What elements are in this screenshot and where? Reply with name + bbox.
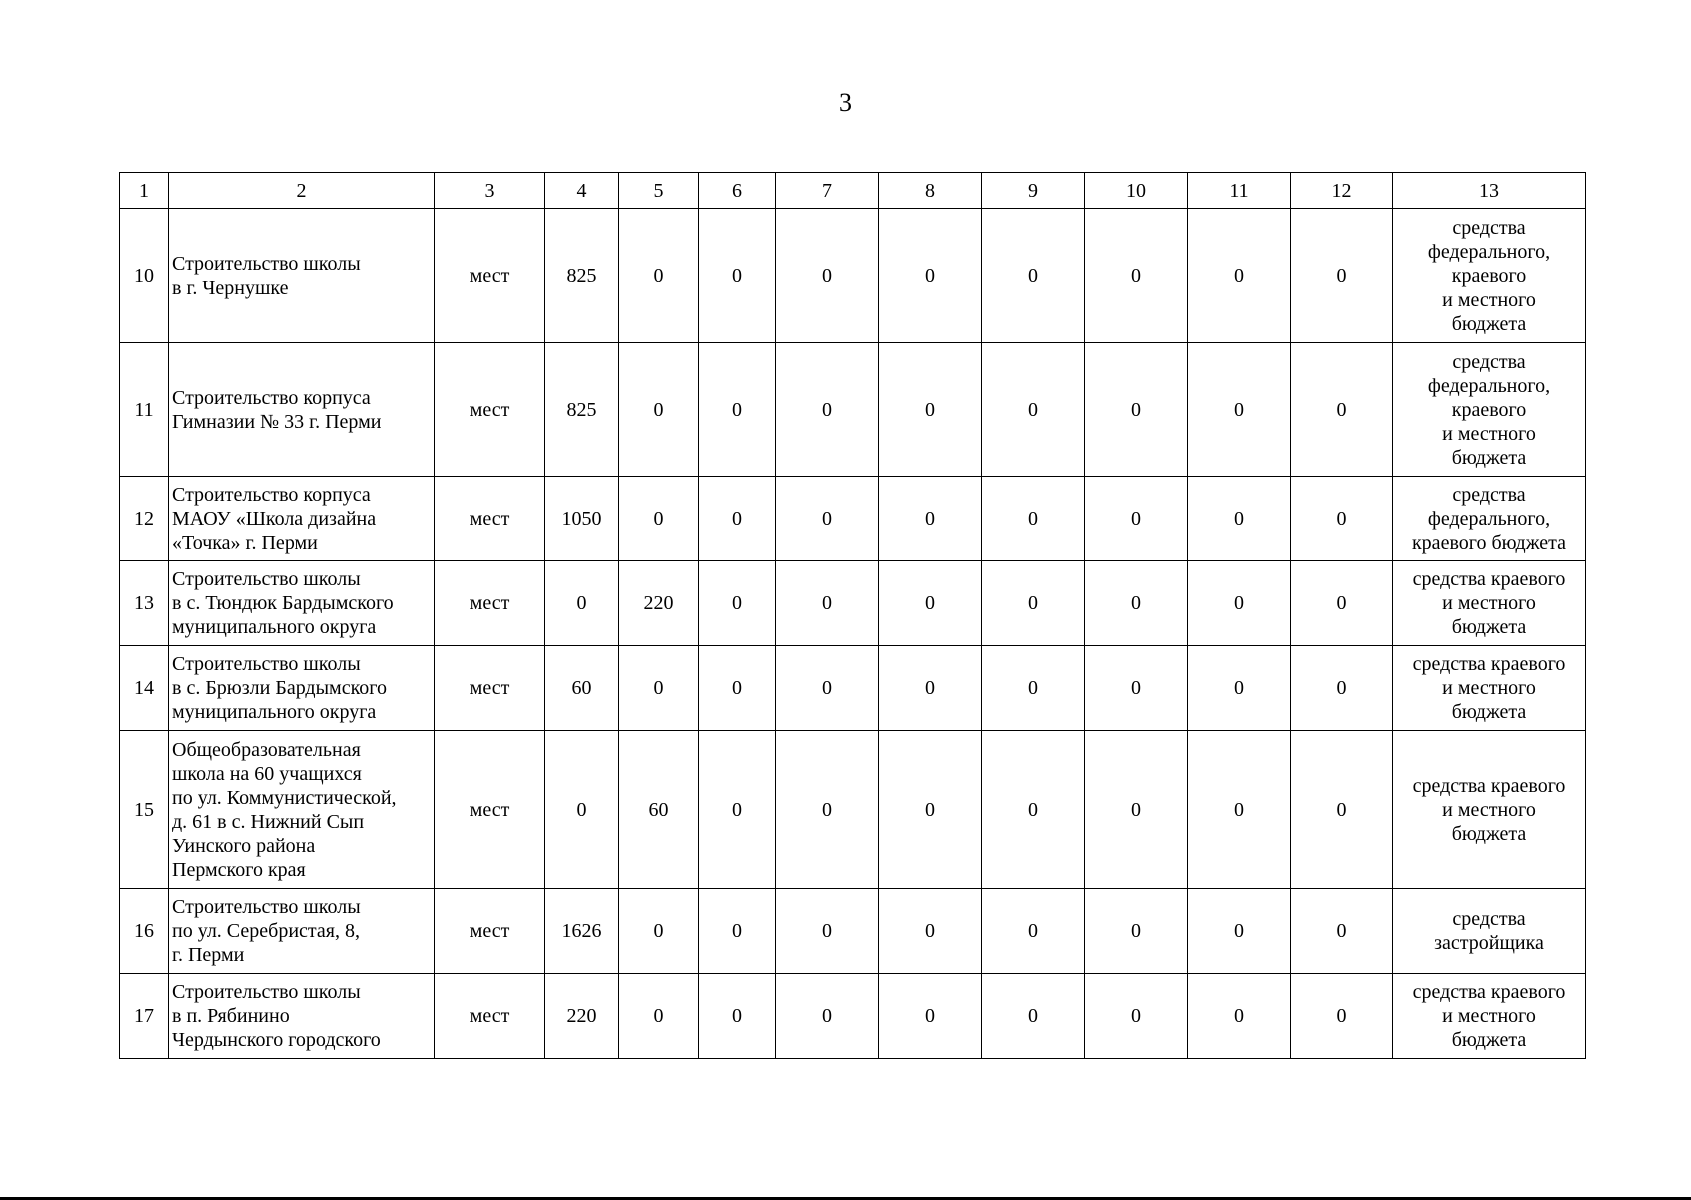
- row-number-cell: 10: [120, 209, 169, 343]
- value-cell: 0: [619, 974, 699, 1059]
- funding-source-cell: средства краевого и местного бюджета: [1393, 731, 1586, 889]
- funding-source-cell: средства застройщика: [1393, 889, 1586, 974]
- value-cell: 0: [1291, 646, 1393, 731]
- value-cell: 0: [776, 889, 879, 974]
- value-cell: 0: [1291, 343, 1393, 477]
- value-cell: 0: [699, 646, 776, 731]
- value-cell: 0: [879, 646, 982, 731]
- value-cell: 0: [699, 561, 776, 646]
- header-cell: 12: [1291, 173, 1393, 209]
- value-cell: 0: [699, 889, 776, 974]
- unit-cell: мест: [435, 561, 545, 646]
- value-cell: 0: [982, 477, 1085, 561]
- data-table: [119, 172, 1586, 1059]
- unit-cell: мест: [435, 343, 545, 477]
- value-cell: 0: [982, 209, 1085, 343]
- funding-source-cell: средства краевого и местного бюджета: [1393, 561, 1586, 646]
- object-name-cell: Строительство школы в г. Чернушке: [169, 209, 435, 343]
- table-row: [120, 646, 1586, 731]
- value-cell: 60: [619, 731, 699, 889]
- value-cell: 0: [776, 561, 879, 646]
- value-cell: 825: [545, 343, 619, 477]
- table-row: [120, 731, 1586, 889]
- value-cell: 0: [1188, 561, 1291, 646]
- value-cell: 0: [619, 646, 699, 731]
- row-number-cell: 11: [120, 343, 169, 477]
- header-cell: 2: [169, 173, 435, 209]
- value-cell: 0: [1085, 731, 1188, 889]
- object-name-cell: Строительство школы в с. Брюзли Бардымского муниципального округа: [169, 646, 435, 731]
- header-cell: 6: [699, 173, 776, 209]
- funding-source-cell: средства федерального, краевого и местного бюджета: [1393, 209, 1586, 343]
- value-cell: 0: [879, 974, 982, 1059]
- value-cell: 1626: [545, 889, 619, 974]
- object-name-cell: Строительство корпуса МАОУ «Школа дизайна «Точка» г. Перми: [169, 477, 435, 561]
- value-cell: 0: [545, 731, 619, 889]
- header-cell: 11: [1188, 173, 1291, 209]
- value-cell: 0: [1188, 731, 1291, 889]
- header-cell: 4: [545, 173, 619, 209]
- value-cell: 0: [619, 889, 699, 974]
- value-cell: 0: [1085, 209, 1188, 343]
- row-number-cell: 15: [120, 731, 169, 889]
- header-cell: 1: [120, 173, 169, 209]
- value-cell: 0: [776, 477, 879, 561]
- object-name-cell: Строительство школы по ул. Серебристая, 8, г. Перми: [169, 889, 435, 974]
- value-cell: 0: [982, 561, 1085, 646]
- row-number-cell: 12: [120, 477, 169, 561]
- value-cell: 0: [879, 561, 982, 646]
- value-cell: 0: [1291, 477, 1393, 561]
- page-number: 3: [839, 88, 852, 117]
- value-cell: 0: [545, 561, 619, 646]
- value-cell: 0: [982, 343, 1085, 477]
- table-row: [120, 477, 1586, 561]
- value-cell: 0: [879, 889, 982, 974]
- value-cell: 60: [545, 646, 619, 731]
- value-cell: 0: [982, 731, 1085, 889]
- value-cell: 0: [1291, 561, 1393, 646]
- value-cell: 0: [982, 889, 1085, 974]
- value-cell: 0: [1188, 646, 1291, 731]
- table-row: [120, 889, 1586, 974]
- row-number-cell: 13: [120, 561, 169, 646]
- value-cell: 0: [982, 646, 1085, 731]
- value-cell: 0: [776, 974, 879, 1059]
- object-name-cell: Строительство корпуса Гимназии № 33 г. Перми: [169, 343, 435, 477]
- value-cell: 0: [1085, 477, 1188, 561]
- table-body: [120, 173, 1586, 1059]
- value-cell: 0: [1291, 974, 1393, 1059]
- value-cell: 0: [1085, 646, 1188, 731]
- value-cell: 0: [776, 731, 879, 889]
- value-cell: 0: [879, 209, 982, 343]
- value-cell: 0: [1085, 974, 1188, 1059]
- value-cell: 0: [1188, 209, 1291, 343]
- value-cell: 0: [619, 477, 699, 561]
- header-cell: 7: [776, 173, 879, 209]
- unit-cell: мест: [435, 209, 545, 343]
- value-cell: 0: [982, 974, 1085, 1059]
- value-cell: 0: [879, 343, 982, 477]
- unit-cell: мест: [435, 889, 545, 974]
- unit-cell: мест: [435, 646, 545, 731]
- value-cell: 0: [879, 477, 982, 561]
- value-cell: 0: [1085, 889, 1188, 974]
- value-cell: 0: [1291, 731, 1393, 889]
- value-cell: 0: [619, 209, 699, 343]
- value-cell: 0: [699, 731, 776, 889]
- row-number-cell: 16: [120, 889, 169, 974]
- object-name-cell: Строительство школы в с. Тюндюк Бардымского муниципального округа: [169, 561, 435, 646]
- value-cell: 0: [619, 343, 699, 477]
- unit-cell: мест: [435, 974, 545, 1059]
- value-cell: 0: [1188, 889, 1291, 974]
- value-cell: 0: [879, 731, 982, 889]
- table-row: [120, 209, 1586, 343]
- header-cell: 3: [435, 173, 545, 209]
- header-row: [120, 173, 1586, 209]
- funding-source-cell: средства краевого и местного бюджета: [1393, 646, 1586, 731]
- value-cell: 1050: [545, 477, 619, 561]
- header-cell: 10: [1085, 173, 1188, 209]
- row-number-cell: 14: [120, 646, 169, 731]
- value-cell: 220: [545, 974, 619, 1059]
- header-cell: 9: [982, 173, 1085, 209]
- value-cell: 0: [699, 209, 776, 343]
- table-row: [120, 343, 1586, 477]
- value-cell: 0: [1085, 561, 1188, 646]
- value-cell: 0: [776, 343, 879, 477]
- table-row: [120, 561, 1586, 646]
- object-name-cell: Общеобразовательная школа на 60 учащихся по ул. Коммунистической, д. 61 в с. Нижний Сып Уинского района Пермского края: [169, 731, 435, 889]
- funding-source-cell: средства федерального, краевого и местного бюджета: [1393, 343, 1586, 477]
- value-cell: 0: [699, 343, 776, 477]
- header-cell: 5: [619, 173, 699, 209]
- value-cell: 0: [699, 974, 776, 1059]
- funding-source-cell: средства федерального, краевого бюджета: [1393, 477, 1586, 561]
- value-cell: 0: [1085, 343, 1188, 477]
- value-cell: 0: [776, 646, 879, 731]
- header-cell: 8: [879, 173, 982, 209]
- value-cell: 0: [1291, 889, 1393, 974]
- funding-source-cell: средства краевого и местного бюджета: [1393, 974, 1586, 1059]
- value-cell: 0: [1188, 343, 1291, 477]
- unit-cell: мест: [435, 477, 545, 561]
- value-cell: 0: [699, 477, 776, 561]
- header-cell: 13: [1393, 173, 1586, 209]
- value-cell: 0: [1291, 209, 1393, 343]
- value-cell: 0: [776, 209, 879, 343]
- value-cell: 825: [545, 209, 619, 343]
- row-number-cell: 17: [120, 974, 169, 1059]
- value-cell: 0: [1188, 477, 1291, 561]
- value-cell: 220: [619, 561, 699, 646]
- unit-cell: мест: [435, 731, 545, 889]
- table-row: [120, 974, 1586, 1059]
- object-name-cell: Строительство школы в п. Рябинино Чердынского городского: [169, 974, 435, 1059]
- value-cell: 0: [1188, 974, 1291, 1059]
